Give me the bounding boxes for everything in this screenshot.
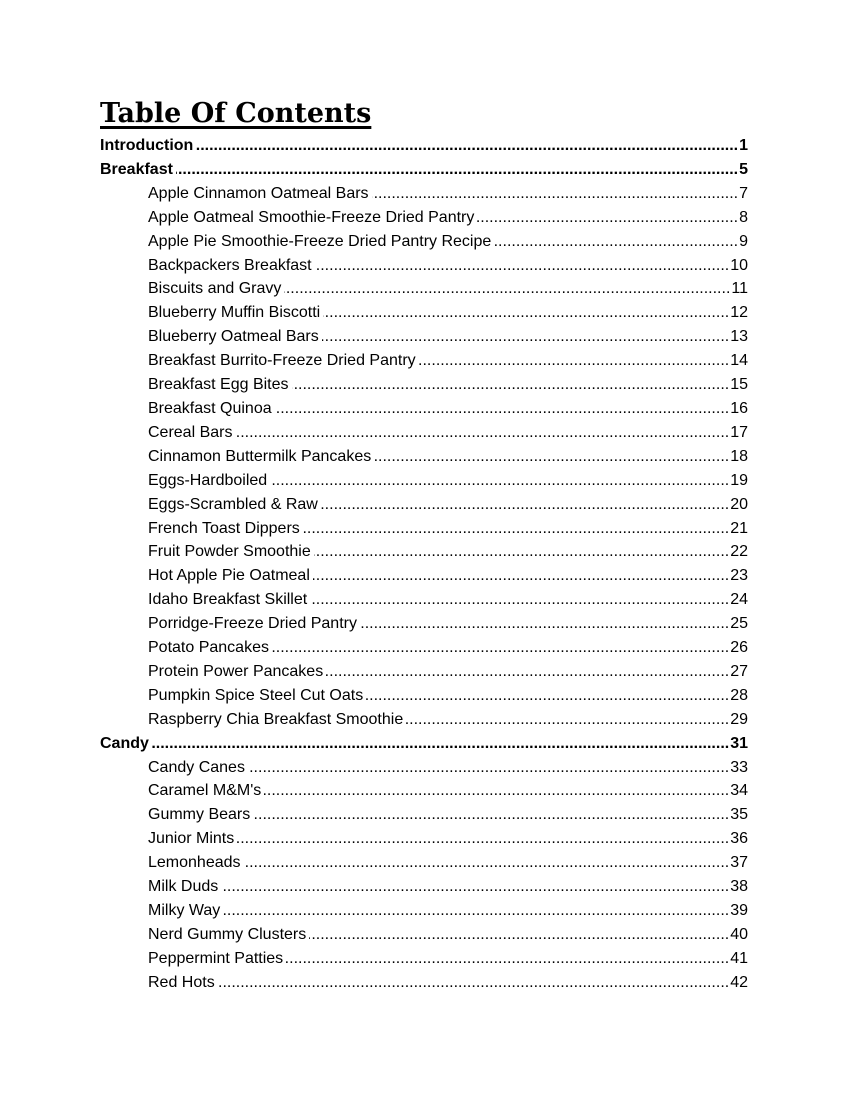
toc-entry-label: Apple Pie Smoothie-Freeze Dried Pantry Recipe <box>148 232 492 250</box>
toc-dot-leader <box>244 851 730 875</box>
toc-entry-page-number: 16 <box>730 399 748 417</box>
toc-entry-page-number: 19 <box>730 471 748 489</box>
toc-entry-label: Idaho Breakfast Skillet <box>148 591 308 609</box>
toc-entry <box>100 134 748 158</box>
toc-dot-leader <box>313 564 729 588</box>
toc-entry <box>100 469 748 493</box>
toc-dot-leader <box>284 277 730 301</box>
toc-entry-label: Fruit Powder Smoothie <box>148 543 311 561</box>
toc-dot-leader <box>494 230 738 254</box>
toc-entry-page-number: 15 <box>730 376 748 394</box>
toc-entry-page-number: 8 <box>739 208 748 226</box>
toc-entry-label: Junior Mints <box>148 830 235 848</box>
toc-entry <box>100 230 748 254</box>
toc-entry <box>100 636 748 660</box>
toc-entry-page-number: 22 <box>730 543 748 561</box>
toc-dot-leader <box>275 397 730 421</box>
toc-dot-leader <box>286 947 729 971</box>
toc-entry-label: Cinnamon Buttermilk Pancakes <box>148 447 372 465</box>
toc-entry-label: Breakfast Quinoa <box>148 399 272 417</box>
toc-entry-page-number: 5 <box>739 160 748 178</box>
toc-entry <box>100 588 748 612</box>
toc-entry-label: Red Hots <box>148 973 215 991</box>
toc-entry-page-number: 28 <box>730 686 748 704</box>
toc-entry-label: French Toast Dippers <box>148 519 300 537</box>
toc-entry <box>100 851 748 875</box>
toc-entry-label: Protein Power Pancakes <box>148 662 324 680</box>
toc-entry-label: Nerd Gummy Clusters <box>148 925 307 943</box>
toc-entry <box>100 397 748 421</box>
toc-entry-label: Biscuits and Gravy <box>148 280 282 298</box>
toc-entry <box>100 660 748 684</box>
toc-entry <box>100 493 748 517</box>
toc-entry-page-number: 39 <box>730 902 748 919</box>
toc-entry <box>100 277 748 301</box>
toc-entry <box>100 756 748 780</box>
toc-entry-label: Breakfast Burrito-Freeze Dried Pantry <box>148 352 416 370</box>
toc-entry-page-number: 23 <box>730 567 748 585</box>
toc-entry <box>100 947 748 971</box>
toc-entry-label: Blueberry Muffin Biscotti <box>148 304 321 322</box>
toc-entry-page-number: 36 <box>730 830 748 848</box>
toc-entry <box>100 923 748 947</box>
toc-entry-page-number: 12 <box>730 304 748 322</box>
toc-entry-label: Blueberry Oatmeal Bars <box>148 328 319 346</box>
toc-entry-page-number: 37 <box>730 854 748 872</box>
toc-entry-label: Raspberry Chia Breakfast Smoothie <box>148 710 404 728</box>
toc-entry <box>100 708 748 732</box>
toc-entry <box>100 421 748 445</box>
toc-entry-label: Apple Oatmeal Smoothie-Freeze Dried Pantry <box>148 208 475 226</box>
toc-entry <box>100 803 748 827</box>
toc-entry-label: Lemonheads <box>148 854 241 872</box>
toc-entry-label: Potato Pancakes <box>148 639 269 657</box>
toc-entry-page-number: 24 <box>730 591 748 609</box>
table-of-contents <box>100 134 748 995</box>
toc-entry-page-number: 1 <box>739 137 748 154</box>
toc-entry <box>100 325 748 349</box>
toc-entry-label: Cereal Bars <box>148 423 233 441</box>
toc-entry <box>100 779 748 803</box>
toc-entry-label: Peppermint Patties <box>148 949 284 967</box>
toc-entry-page-number: 42 <box>730 973 748 991</box>
toc-dot-leader <box>292 373 730 397</box>
toc-dot-leader <box>314 540 729 564</box>
toc-entry-page-number: 9 <box>739 232 748 250</box>
toc-entry <box>100 684 748 708</box>
toc-entry-page-number: 31 <box>730 734 748 752</box>
toc-dot-leader <box>309 923 729 947</box>
toc-entry <box>100 373 748 397</box>
toc-entry-page-number: 25 <box>730 615 748 633</box>
toc-entry-page-number: 11 <box>731 280 748 298</box>
toc-dot-leader <box>374 445 729 469</box>
toc-entry-label: Backpackers Breakfast <box>148 256 312 274</box>
toc-entry-page-number: 26 <box>730 639 748 657</box>
toc-dot-leader <box>248 756 729 780</box>
toc-dot-leader <box>176 158 738 182</box>
toc-entry-page-number: 10 <box>730 256 748 274</box>
toc-entry-page-number: 21 <box>730 519 748 537</box>
toc-entry-label: Candy Canes <box>148 758 245 776</box>
toc-entry-label: Breakfast <box>100 160 173 178</box>
toc-dot-leader <box>322 325 729 349</box>
toc-entry-page-number: 29 <box>730 710 748 728</box>
toc-dot-leader <box>323 301 729 325</box>
toc-entry-page-number: 17 <box>730 423 748 441</box>
toc-entry <box>100 517 748 541</box>
toc-entry-label: Caramel M&M's <box>148 782 262 800</box>
toc-dot-leader <box>272 636 729 660</box>
toc-entry-label: Eggs-Scrambled & Raw <box>148 495 318 513</box>
toc-dot-leader <box>406 708 729 732</box>
toc-entry <box>100 182 748 206</box>
toc-entry-page-number: 40 <box>730 925 748 943</box>
toc-entry-label: Hot Apple Pie Oatmeal <box>148 567 310 585</box>
toc-dot-leader <box>253 803 729 827</box>
toc-dot-leader <box>310 588 729 612</box>
toc-entry <box>100 827 748 851</box>
toc-dot-leader <box>270 469 729 493</box>
toc-entry-label: Breakfast Egg Bites <box>148 376 289 394</box>
toc-dot-leader <box>264 779 729 803</box>
toc-dot-leader <box>196 134 738 158</box>
toc-dot-leader <box>326 660 729 684</box>
toc-entry-label: Gummy Bears <box>148 806 251 824</box>
toc-entry <box>100 158 748 182</box>
toc-entry-page-number: 27 <box>730 662 748 680</box>
toc-entry-page-number: 33 <box>730 758 748 776</box>
toc-entry-page-number: 18 <box>730 447 748 465</box>
toc-entry <box>100 206 748 230</box>
toc-dot-leader <box>477 206 738 230</box>
toc-dot-leader <box>218 971 730 995</box>
toc-entry <box>100 445 748 469</box>
toc-entry-label: Apple Cinnamon Oatmeal Bars <box>148 184 369 202</box>
toc-entry <box>100 875 748 899</box>
page-title: Table Of Contents <box>100 98 372 129</box>
toc-entry-label: Eggs-Hardboiled <box>148 471 268 489</box>
toc-entry-label: Candy <box>100 734 149 752</box>
toc-entry <box>100 564 748 588</box>
toc-entry-page-number: 41 <box>730 949 748 967</box>
toc-entry-page-number: 34 <box>730 782 748 800</box>
toc-entry <box>100 971 748 995</box>
toc-entry <box>100 732 748 756</box>
toc-dot-leader <box>237 827 729 851</box>
toc-entry-label: Pumpkin Spice Steel Cut Oats <box>148 686 364 704</box>
toc-dot-leader <box>235 421 729 445</box>
toc-entry-page-number: 13 <box>730 328 748 346</box>
toc-entry-label: Porridge-Freeze Dried Pantry <box>148 615 357 633</box>
toc-dot-leader <box>366 684 729 708</box>
toc-dot-leader <box>315 254 730 278</box>
toc-entry <box>100 612 748 636</box>
toc-entry <box>100 254 748 278</box>
toc-dot-leader <box>372 182 739 206</box>
toc-entry <box>100 301 748 325</box>
toc-entry-page-number: 7 <box>739 184 748 202</box>
toc-dot-leader <box>303 517 729 541</box>
toc-entry-page-number: 38 <box>730 878 748 896</box>
toc-entry <box>100 540 748 564</box>
toc-entry-page-number: 14 <box>730 352 748 370</box>
toc-dot-leader <box>223 899 729 923</box>
toc-entry-label: Introduction <box>100 137 194 154</box>
toc-dot-leader <box>419 349 730 373</box>
toc-dot-leader <box>221 875 729 899</box>
toc-entry-page-number: 35 <box>730 806 748 824</box>
toc-entry-label: Milk Duds <box>148 878 219 896</box>
toc-dot-leader <box>360 612 729 636</box>
toc-entry <box>100 349 748 373</box>
toc-entry-page-number: 20 <box>730 495 748 513</box>
toc-entry <box>100 899 748 923</box>
toc-entry-label: Milky Way <box>148 902 221 919</box>
toc-dot-leader <box>152 732 729 756</box>
toc-dot-leader <box>321 493 729 517</box>
